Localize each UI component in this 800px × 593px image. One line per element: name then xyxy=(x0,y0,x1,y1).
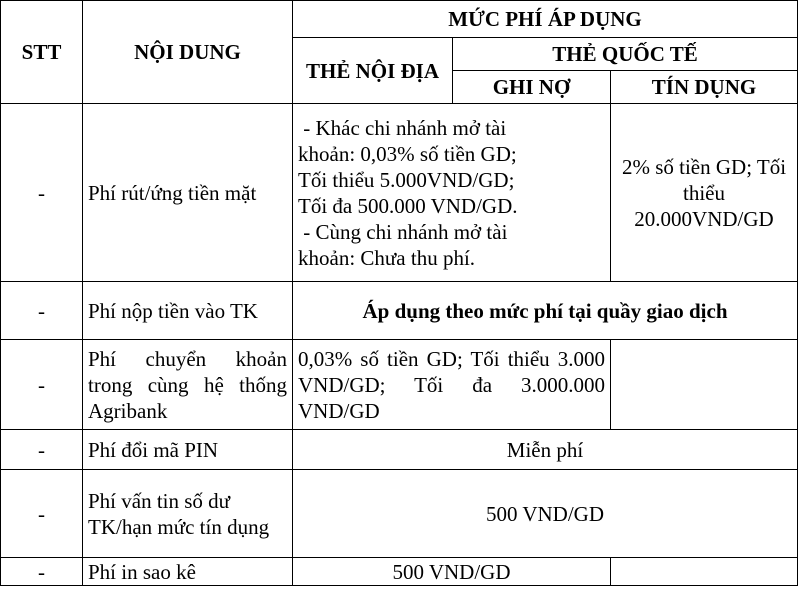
row-merged-fee: Áp dụng theo mức phí tại quầy giao dịch xyxy=(293,282,798,340)
row-credit-fee xyxy=(611,558,798,586)
row-domestic-debit-fee: 0,03% số tiền GD; Tối thiểu 3.000 VND/GD; Tối đa 3.000.000 VND/GD xyxy=(293,340,611,430)
row-name: Phí đổi mã PIN xyxy=(83,430,293,470)
fee-line: khoản: Chưa thu phí. xyxy=(298,245,476,270)
header-intl-card: THẺ QUỐC TẾ xyxy=(453,38,798,71)
row-name: Phí rút/ứng tiền mặt xyxy=(83,104,293,282)
row-name: Phí in sao kê xyxy=(83,558,293,586)
row-name: Phí nộp tiền vào TK xyxy=(83,282,293,340)
fee-line: Tối đa 500.000 VND/GD. xyxy=(298,193,518,218)
header-debit: GHI NỢ xyxy=(453,71,611,104)
header-credit: TÍN DỤNG xyxy=(611,71,798,104)
row-stt: - xyxy=(1,470,83,558)
row-merged-fee: 500 VND/GD xyxy=(293,470,798,558)
row-stt: - xyxy=(1,104,83,282)
row-credit-fee xyxy=(611,340,798,430)
header-content: NỘI DUNG xyxy=(83,1,293,104)
row-stt: - xyxy=(1,282,83,340)
row-stt: - xyxy=(1,558,83,586)
row-name: Phí vấn tin số dư TK/hạn mức tín dụng xyxy=(83,470,293,558)
row-domestic-debit-fee: 500 VND/GD xyxy=(293,558,611,586)
row-name: Phí chuyển khoản trong cùng hệ thống Agribank xyxy=(83,340,293,430)
row-merged-fee: Miễn phí xyxy=(293,430,798,470)
header-stt: STT xyxy=(1,1,83,104)
row-domestic-debit-fee xyxy=(293,104,611,282)
fee-line: - Cùng chi nhánh mở tài xyxy=(298,219,508,244)
fee-line: - Khác chi nhánh mở tài xyxy=(298,115,507,140)
row-credit-fee: 2% số tiền GD; Tối thiểu 20.000VND/GD xyxy=(611,104,798,282)
fee-line: khoản: 0,03% số tiền GD; xyxy=(298,141,517,166)
row-stt: - xyxy=(1,430,83,470)
row-stt: - xyxy=(1,340,83,430)
fee-line: Tối thiểu 5.000VND/GD; xyxy=(298,167,515,192)
header-applied-fee: MỨC PHÍ ÁP DỤNG xyxy=(293,1,798,38)
header-domestic-card: THẺ NỘI ĐỊA xyxy=(293,38,453,104)
